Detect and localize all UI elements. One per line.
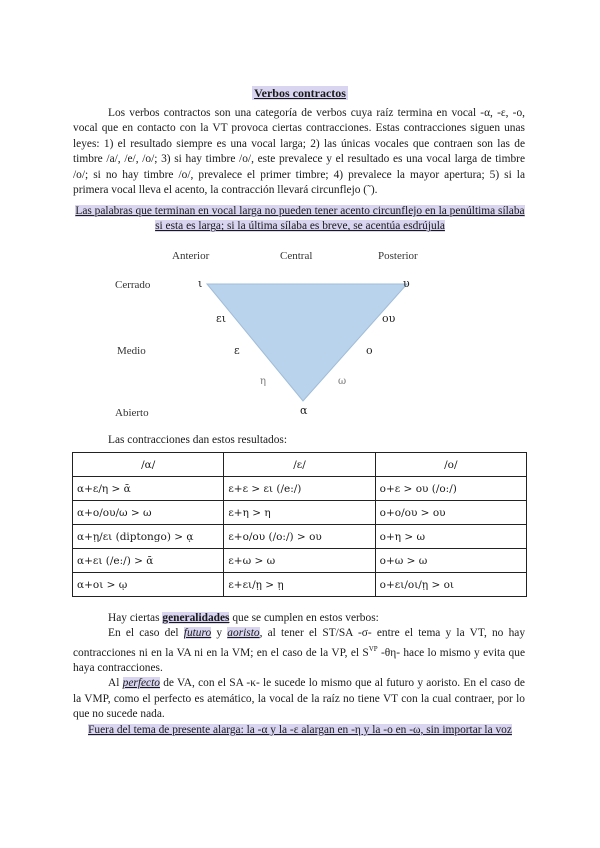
vowel-triangle-diagram xyxy=(0,244,600,424)
vowel-ei: ει xyxy=(216,312,227,325)
table-intro: Las contracciones dan estos resultados: xyxy=(108,434,288,446)
table-row xyxy=(73,573,527,597)
row-label-medio: Medio xyxy=(117,345,146,357)
futuro-term: futuro xyxy=(183,627,212,640)
row-label-abierto: Abierto xyxy=(115,407,149,419)
header-omicron: /ο/ xyxy=(375,453,526,477)
highlight-note: Las palabras que terminan en vocal larga no pueden tener acento circunflejo en la penúltima sílaba si esta es larga; si la última sílaba es breve, se acentúa esdrújula xyxy=(75,205,525,233)
table-cell: ε+η > η xyxy=(224,501,375,525)
vowel-upsilon: υ xyxy=(403,277,410,290)
table-cell: ε+ο/ου (/o:/) > ου xyxy=(224,525,375,549)
table-cell: ο+ω > ω xyxy=(375,549,526,573)
page-title: Verbos contractos xyxy=(254,86,346,100)
perfect-note: Al perfecto de VA, con el SA -κ- le sucede lo mismo que al futuro y aoristo. En el caso de la VMP, como el perfecto es atemático, la vocal de la raíz no tiene VT con la cual contraer, por lo que no sucede nada. xyxy=(73,677,525,721)
col-label-posterior: Posterior xyxy=(378,250,418,262)
table-cell: ε+ω > ω xyxy=(224,549,375,573)
table-cell: ο+ει/οι/ῃ > οι xyxy=(375,573,526,597)
vowel-ou: ου xyxy=(382,312,396,325)
col-label-central: Central xyxy=(280,250,313,262)
table-cell: ο+η > ω xyxy=(375,525,526,549)
table-cell: α+ῃ/ει (diptongo) > ᾳ xyxy=(73,525,224,549)
vowel-eta: η xyxy=(260,376,266,387)
intro-paragraph: Los verbos contractos son una categoría de verbos cuya raíz termina en vocal -α, -ε, -ο, vocal que en contacto con la VT provoca ciertas contracciones. Estas contracciones siguen unas leyes: 1) el resultado siempre es una vocal larga; 2) las únicas vocales que contraen son las de timbre /a/, /e/, /o/; 3) si hay timbre /o/, este prevalece y el resultado es una vocal larga de timbre /o/; si no hay timbre /o/, prevalece el primer timbre; 4) prevalece la mayor apertura; 5) si la primera vocal lleva el acento, la contracción llevará circunflejo (῀). xyxy=(73,107,525,197)
table-cell: α+ει (/e:/) > ᾱ xyxy=(73,549,224,573)
vowel-omega: ω xyxy=(338,376,347,387)
contractions-table xyxy=(72,452,527,597)
row-label-cerrado: Cerrado xyxy=(115,279,151,291)
table-cell: α+ο/ου/ω > ω xyxy=(73,501,224,525)
col-label-anterior: Anterior xyxy=(172,250,210,262)
table-cell: ε+ει/ῃ > ῃ xyxy=(224,573,375,597)
aoristo-term: aoristo xyxy=(227,627,260,640)
vowel-alpha: α xyxy=(300,404,308,417)
header-alpha: /α/ xyxy=(73,453,224,477)
table-cell: α+ε/η > ᾱ xyxy=(73,477,224,501)
table-cell: ο+ε > ου (/o:/) xyxy=(375,477,526,501)
vowel-iota: ι xyxy=(198,277,203,290)
vowel-omicron: ο xyxy=(366,344,373,357)
generalidades-term: generalidades xyxy=(162,612,230,624)
bottom-highlight: Fuera del tema de presente alarga: la -α y la -ε alargan en -η y la -ο en -ω, sin importar la voz xyxy=(88,724,512,736)
future-aorist-note: En el caso del futuro y aoristo, al tener el ST/SA -σ- entre el tema y la VT, no hay contracciones ni en la VA ni en la VM; en el caso de la VP, el $S^{VP}$ -θη- hace lo mismo y evita que haya contracciones. xyxy=(73,627,526,675)
generalities-intro: Hay ciertas generalidades que se cumplen en estos verbos: xyxy=(108,612,379,624)
table-row xyxy=(73,501,527,525)
vowel-triangle xyxy=(207,284,407,401)
table-cell: α+οι > ῳ xyxy=(73,573,224,597)
table-row xyxy=(73,549,527,573)
header-epsilon: /ε/ xyxy=(224,453,375,477)
generalities-paragraph xyxy=(73,611,525,723)
table-header-row xyxy=(73,453,527,477)
table-row xyxy=(73,477,527,501)
vowel-epsilon: ε xyxy=(234,344,240,357)
table-row xyxy=(73,525,527,549)
table-cell: ο+ο/ου > ου xyxy=(375,501,526,525)
table-cell: ε+ε > ει (/e:/) xyxy=(224,477,375,501)
perfecto-term: perfecto xyxy=(122,677,160,690)
